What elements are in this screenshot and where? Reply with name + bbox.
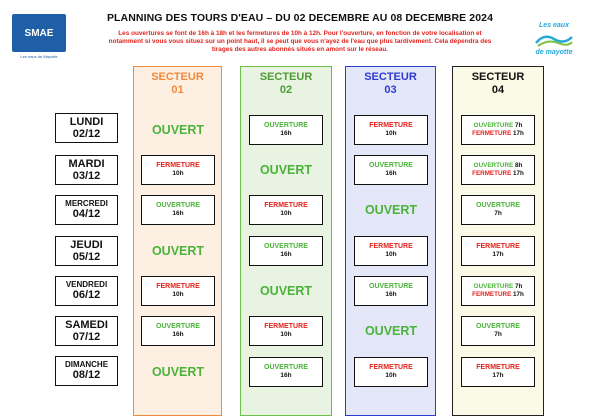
time-label: 17h bbox=[492, 251, 504, 259]
day-name: JEUDI bbox=[70, 238, 103, 251]
page-title: PLANNING DES TOURS D'EAU – DU 02 DECEMBRE AU 08 DECEMBRE 2024 bbox=[106, 12, 494, 24]
status-label: FERMETURE bbox=[472, 130, 512, 137]
s1-lundi-ouvert: OUVERT bbox=[151, 123, 205, 137]
status-label: FERMETURE bbox=[369, 121, 413, 129]
status-label: FERMETURE bbox=[369, 242, 413, 250]
s3-mardi-ouverture bbox=[354, 155, 428, 185]
s4-mardi-ouverture-fermeture bbox=[461, 155, 535, 185]
day-label-dimanche bbox=[55, 356, 118, 386]
status-label: FERMETURE bbox=[476, 242, 520, 250]
status-label: OUVERTURE bbox=[264, 121, 308, 129]
eaux-logo-line2: de mayotte bbox=[535, 49, 573, 56]
s1-jeudi-ouvert: OUVERT bbox=[151, 244, 205, 258]
smae-logo-box bbox=[12, 14, 66, 52]
time-label: 7h bbox=[514, 283, 523, 291]
status-label: OUVERTURE bbox=[476, 322, 520, 330]
status-label: FERMETURE bbox=[264, 201, 308, 209]
time-label: 10h bbox=[385, 251, 397, 259]
time-label: 17h bbox=[513, 130, 524, 137]
s3-dimanche-fermeture bbox=[354, 357, 428, 387]
day-date: 02/12 bbox=[72, 128, 101, 140]
s3-jeudi-fermeture bbox=[354, 236, 428, 266]
s2-jeudi-ouverture bbox=[249, 236, 323, 266]
s1-mardi-fermeture bbox=[141, 155, 215, 185]
status-label: OUVERTURE bbox=[473, 162, 514, 170]
close-line bbox=[472, 291, 524, 299]
smae-logo-text: SMAE bbox=[24, 27, 54, 39]
s4-jeudi-fermeture bbox=[461, 236, 535, 266]
sector-02-number: 02 bbox=[279, 84, 293, 96]
day-label-mardi bbox=[55, 155, 118, 185]
day-date: 04/12 bbox=[72, 208, 101, 221]
status-label: FERMETURE bbox=[156, 282, 200, 290]
close-line bbox=[472, 170, 524, 178]
water-drop-icon bbox=[534, 31, 574, 47]
time-label: 10h bbox=[172, 170, 184, 178]
time-label: 10h bbox=[385, 372, 397, 380]
sector-02-header bbox=[241, 71, 331, 97]
note-line-1: Les ouvertures se font de 16h à 18h et les fermetures de 10h à 12h. Pour l'ouverture, en fonction de votre localisation et bbox=[118, 30, 482, 37]
status-label: OUVERTURE bbox=[156, 322, 200, 330]
s4-lundi-ouverture-fermeture bbox=[461, 115, 535, 145]
time-label: 16h bbox=[172, 210, 184, 218]
s4-dimanche-fermeture bbox=[461, 357, 535, 387]
status-label: FERMETURE bbox=[476, 363, 520, 371]
status-label: OUVERTURE bbox=[369, 161, 413, 169]
s4-vendredi-ouverture-fermeture bbox=[461, 276, 535, 306]
sector-01-number: 01 bbox=[171, 84, 184, 96]
status-label: OUVERTURE bbox=[264, 363, 308, 371]
eaux-logo-line1: Les eaux bbox=[539, 22, 569, 29]
time-label: 10h bbox=[172, 291, 184, 299]
time-label: 7h bbox=[494, 331, 502, 339]
time-label: 16h bbox=[385, 170, 397, 178]
day-name: MERCREDI bbox=[65, 198, 108, 208]
day-name: MARDI bbox=[68, 157, 105, 170]
day-date: 07/12 bbox=[72, 331, 101, 343]
day-label-mercredi bbox=[55, 195, 118, 225]
time-label: 10h bbox=[385, 130, 397, 138]
time-label: 17h bbox=[492, 372, 504, 380]
status-label: FERMETURE bbox=[156, 161, 200, 169]
sector-01-name: SECTEUR bbox=[151, 71, 204, 83]
note-line-3: tirages des autres abonnés situés en amont sur le réseau. bbox=[211, 46, 389, 53]
s2-lundi-ouverture bbox=[249, 115, 323, 145]
smae-logo-subtext: Les eaux de Mayotte bbox=[20, 54, 58, 59]
status-label: OUVERTURE bbox=[473, 283, 514, 291]
time-label: 10h bbox=[280, 210, 292, 218]
s3-mercredi-ouvert: OUVERT bbox=[364, 203, 418, 217]
s2-mardi-ouvert: OUVERT bbox=[259, 163, 313, 177]
day-date: 08/12 bbox=[72, 369, 101, 382]
day-label-lundi bbox=[55, 113, 118, 143]
day-date: 06/12 bbox=[72, 289, 101, 302]
day-name: DIMANCHE bbox=[64, 359, 109, 369]
note-line-2: notamment si vous vous situez sur un point haut, il se peut que vous n'ayez de l'eau que plus tardivement. Cela dépendra des bbox=[108, 38, 492, 45]
s4-samedi-ouverture bbox=[461, 316, 535, 346]
time-label: 7h bbox=[514, 122, 523, 130]
close-line bbox=[472, 130, 524, 138]
s1-mercredi-ouverture bbox=[141, 195, 215, 225]
day-date: 03/12 bbox=[72, 170, 101, 182]
eaux-de-mayotte-logo bbox=[523, 22, 585, 66]
s4-mercredi-ouverture bbox=[461, 195, 535, 225]
status-label: FERMETURE bbox=[472, 170, 512, 177]
time-label: 7h bbox=[494, 210, 502, 218]
time-label: 16h bbox=[280, 372, 292, 380]
status-label: OUVERTURE bbox=[473, 122, 514, 130]
time-label: 16h bbox=[280, 251, 292, 259]
day-label-vendredi bbox=[55, 276, 118, 306]
sector-02-name: SECTEUR bbox=[259, 71, 313, 83]
time-label: 17h bbox=[513, 291, 524, 298]
status-label: FERMETURE bbox=[264, 322, 308, 330]
sector-04-header bbox=[453, 71, 543, 97]
s2-vendredi-ouvert: OUVERT bbox=[259, 284, 313, 298]
time-label: 8h bbox=[514, 162, 523, 170]
open-line bbox=[474, 162, 523, 170]
sector-03-number: 03 bbox=[384, 84, 397, 96]
s3-lundi-fermeture bbox=[354, 115, 428, 145]
day-name: LUNDI bbox=[69, 115, 104, 128]
schedule-note bbox=[76, 30, 524, 54]
status-label: OUVERTURE bbox=[476, 201, 520, 209]
s1-samedi-ouverture bbox=[141, 316, 215, 346]
status-label: FERMETURE bbox=[369, 363, 413, 371]
s2-dimanche-ouverture bbox=[249, 357, 323, 387]
sector-03-name: SECTEUR bbox=[364, 71, 417, 83]
time-label: 16h bbox=[172, 331, 184, 339]
time-label: 17h bbox=[513, 170, 524, 177]
s3-vendredi-ouverture bbox=[354, 276, 428, 306]
s1-vendredi-fermeture bbox=[141, 276, 215, 306]
sector-04-number: 04 bbox=[491, 84, 505, 96]
sector-04-name: SECTEUR bbox=[471, 71, 525, 83]
open-line bbox=[474, 283, 523, 291]
s2-mercredi-fermeture bbox=[249, 195, 323, 225]
s1-dimanche-ouvert: OUVERT bbox=[151, 365, 205, 379]
day-name: SAMEDI bbox=[65, 318, 108, 331]
status-label: OUVERTURE bbox=[264, 242, 308, 250]
day-label-jeudi bbox=[55, 236, 118, 266]
time-label: 16h bbox=[385, 291, 397, 299]
day-name: VENDREDI bbox=[65, 279, 108, 289]
day-date: 05/12 bbox=[72, 251, 101, 263]
sector-01-header bbox=[134, 71, 221, 97]
time-label: 10h bbox=[280, 331, 292, 339]
sector-03-header bbox=[346, 71, 435, 97]
s3-samedi-ouvert: OUVERT bbox=[364, 324, 418, 338]
s2-samedi-fermeture bbox=[249, 316, 323, 346]
smae-logo bbox=[12, 14, 66, 62]
time-label: 16h bbox=[280, 130, 292, 138]
status-label: OUVERTURE bbox=[156, 201, 200, 209]
open-line bbox=[474, 122, 523, 130]
status-label: FERMETURE bbox=[472, 291, 512, 298]
day-label-samedi bbox=[55, 316, 118, 346]
status-label: OUVERTURE bbox=[369, 282, 413, 290]
